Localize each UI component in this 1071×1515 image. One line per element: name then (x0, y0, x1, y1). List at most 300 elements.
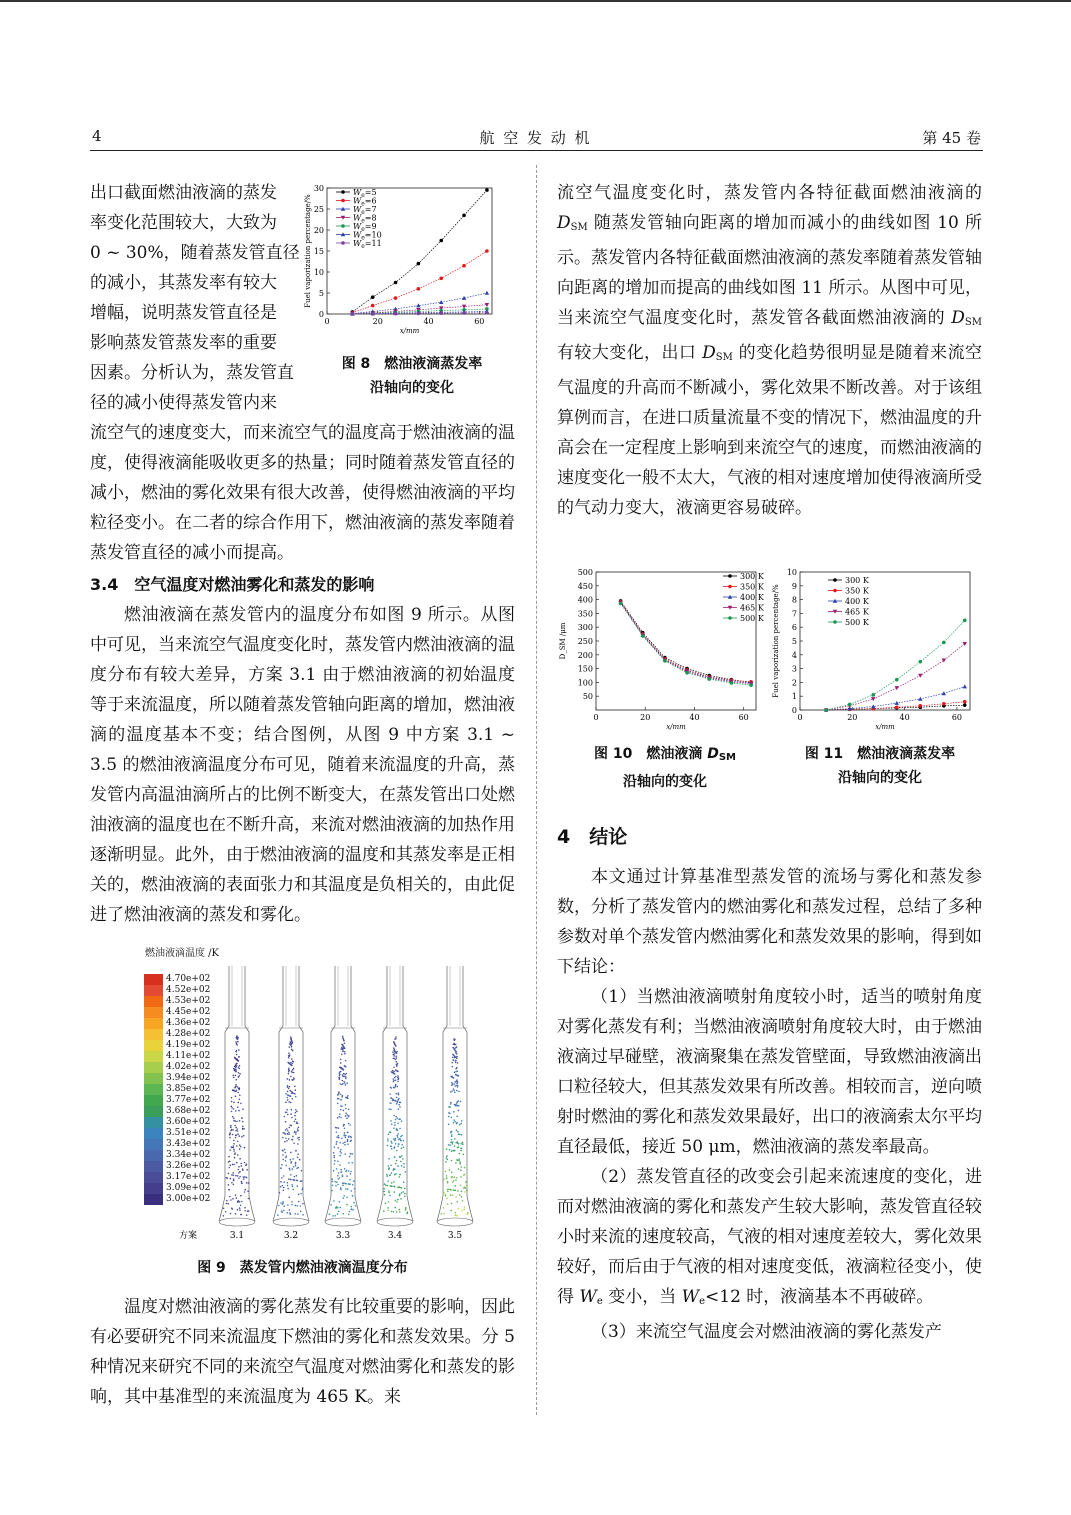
droplet (237, 1154, 239, 1156)
droplet (466, 1184, 468, 1186)
droplet (231, 1101, 233, 1103)
droplet (288, 1067, 290, 1069)
droplet (405, 1209, 407, 1211)
droplet (342, 1143, 344, 1145)
droplet (387, 1207, 389, 1209)
droplet (459, 1153, 461, 1155)
droplet (336, 1206, 338, 1208)
droplet (233, 1174, 235, 1176)
plot-frame (596, 572, 756, 710)
droplet (286, 1109, 288, 1111)
figure-11-chart (768, 566, 983, 741)
data-point (918, 674, 922, 678)
droplet (462, 1142, 464, 1144)
droplet (334, 1181, 336, 1183)
y-axis-label: Fuel vaporization percentage/% (304, 194, 312, 308)
droplet (289, 1090, 291, 1092)
droplet (239, 1144, 241, 1146)
droplet (285, 1101, 287, 1103)
right-body-2 (557, 822, 982, 1347)
droplet (295, 1205, 297, 1207)
droplet (451, 1139, 453, 1141)
droplet (354, 1188, 356, 1190)
droplet (453, 1180, 455, 1182)
droplet (400, 1136, 402, 1138)
droplet (401, 1144, 403, 1146)
droplet (238, 1060, 240, 1062)
colorbar-label: 4.52e+02 (166, 985, 211, 995)
droplet (244, 1147, 246, 1149)
droplet (348, 1109, 350, 1111)
droplet (447, 1182, 449, 1184)
y-tick-label: 0 (791, 706, 797, 715)
colorbar-swatch (144, 1183, 163, 1194)
section-4-heading: 4 结论 (557, 826, 628, 848)
droplet (239, 1099, 241, 1101)
droplet (341, 1044, 343, 1046)
droplet (234, 1091, 236, 1093)
droplet (344, 1128, 346, 1130)
droplet (229, 1161, 231, 1163)
droplet (464, 1167, 466, 1169)
droplet (290, 1113, 292, 1115)
droplet (342, 1050, 344, 1052)
droplet (389, 1185, 391, 1187)
droplet (458, 1208, 460, 1210)
droplet (388, 1165, 390, 1167)
droplet (341, 1049, 343, 1051)
droplet (461, 1120, 463, 1122)
droplet (400, 1198, 402, 1200)
droplet (454, 1072, 456, 1074)
droplet (340, 1083, 342, 1085)
droplet (339, 1164, 341, 1166)
droplet (397, 1081, 399, 1083)
droplet (343, 1182, 345, 1184)
droplet (453, 1090, 455, 1092)
droplet (345, 1074, 347, 1076)
droplet (394, 1168, 396, 1170)
series-line (352, 251, 487, 313)
droplet (236, 1145, 238, 1147)
x-tick-label: 60 (474, 317, 485, 326)
droplet (462, 1143, 464, 1145)
droplet (394, 1207, 396, 1209)
droplet (242, 1121, 244, 1123)
volume-label: 第 45 卷 (922, 129, 981, 147)
droplet (241, 1117, 243, 1119)
droplet (401, 1147, 403, 1149)
droplet (448, 1112, 450, 1114)
droplet (287, 1099, 289, 1101)
droplet (340, 1062, 342, 1064)
droplet (291, 1125, 293, 1127)
droplet (457, 1131, 459, 1133)
droplet (458, 1110, 460, 1112)
droplet (288, 1055, 290, 1057)
droplet (347, 1139, 349, 1141)
droplet (387, 1145, 389, 1147)
scheme-number: 3.2 (283, 1231, 299, 1241)
droplet (346, 1204, 348, 1206)
data-point (462, 264, 466, 268)
droplet (343, 1040, 345, 1042)
x-tick-label: 40 (899, 713, 910, 722)
left-body-1 (90, 418, 515, 930)
y-tick-label: 50 (582, 692, 593, 702)
droplet (403, 1191, 405, 1193)
y-tick-label: 5 (791, 637, 797, 646)
droplet (448, 1189, 450, 1191)
x-tick-label: 40 (689, 713, 700, 722)
droplet (340, 1117, 342, 1119)
droplet (231, 1174, 233, 1176)
droplet (291, 1065, 293, 1067)
droplet (355, 1205, 357, 1207)
y-tick-label: 100 (577, 678, 593, 688)
paragraph: （1）当燃油液滴喷射角度较小时，适当的喷射角度对雾化蒸发有利；当燃油液滴喷射角度较大时，由于燃油液滴过早碰壁，液滴聚集在蒸发管壁面，导致燃油液滴出口粒径较大，但其蒸发效果有所改善。相较而言，逆向喷射时燃油的雾化和蒸发效果最好，出口的液滴索太尔平均直径最低，接近 50 μm，燃油液滴的蒸发率最高。 (557, 987, 982, 1157)
droplet (394, 1140, 396, 1142)
droplet (344, 1168, 346, 1170)
droplet (233, 1150, 235, 1152)
droplet (243, 1128, 245, 1130)
droplet (280, 1181, 282, 1183)
droplet (235, 1071, 237, 1073)
droplet (300, 1211, 302, 1213)
droplet (463, 1209, 465, 1211)
droplet (235, 1120, 237, 1122)
data-point (663, 659, 667, 663)
droplet (233, 1184, 235, 1186)
data-point (749, 683, 753, 687)
colorbar-swatch (144, 1117, 163, 1128)
droplet (344, 1082, 346, 1084)
droplet (341, 1054, 343, 1056)
droplet (396, 1053, 398, 1055)
droplet (291, 1184, 293, 1186)
data-point (895, 705, 899, 709)
droplet (238, 1166, 240, 1168)
droplet (454, 1044, 456, 1046)
droplet (346, 1114, 348, 1116)
droplet (395, 1036, 397, 1038)
droplet (234, 1066, 236, 1068)
droplet (288, 1101, 290, 1103)
colorbar-level (144, 1128, 210, 1139)
data-point (341, 241, 345, 245)
droplet (396, 1201, 398, 1203)
droplet (343, 1125, 345, 1127)
droplet (454, 1190, 456, 1192)
droplet (458, 1143, 460, 1145)
droplet (450, 1132, 452, 1134)
droplet (340, 1151, 342, 1153)
droplet (289, 1212, 291, 1214)
droplet (450, 1210, 452, 1212)
droplet (455, 1085, 457, 1087)
droplet (330, 1204, 332, 1206)
colorbar-swatch (144, 1029, 163, 1040)
legend-label: 500 K (740, 614, 764, 623)
droplet (235, 1096, 237, 1098)
droplet (456, 1083, 458, 1085)
droplet (286, 1128, 288, 1130)
droplet (246, 1182, 248, 1184)
colorbar-label: 3.60e+02 (166, 1117, 211, 1127)
legend-label: 300 K (740, 572, 764, 581)
droplet (451, 1172, 453, 1174)
droplet (399, 1174, 401, 1176)
droplet (398, 1187, 400, 1189)
droplet (454, 1138, 456, 1140)
data-point (485, 291, 489, 295)
droplet (343, 1069, 345, 1071)
data-point (919, 704, 923, 708)
droplet (283, 1190, 285, 1192)
droplet (247, 1191, 249, 1193)
droplet (288, 1132, 290, 1134)
droplet (456, 1090, 458, 1092)
colorbar-level (144, 1106, 210, 1117)
colorbar-swatch (144, 1128, 163, 1139)
data-point (833, 578, 837, 582)
colorbar-level (144, 1183, 210, 1194)
droplet (302, 1187, 304, 1189)
droplet (395, 1119, 397, 1121)
droplet (450, 1091, 452, 1093)
droplet (288, 1134, 290, 1136)
y-tick-label: 7 (791, 609, 797, 619)
droplet (291, 1109, 293, 1111)
droplet (283, 1187, 285, 1189)
droplet (237, 1038, 239, 1040)
droplet (458, 1146, 460, 1148)
legend-label: $W_e=6$ (353, 196, 377, 208)
data-point (833, 589, 837, 593)
droplet (404, 1193, 406, 1195)
droplet (464, 1206, 466, 1208)
droplet (461, 1191, 463, 1193)
data-point (728, 585, 732, 589)
droplet (280, 1186, 282, 1188)
droplet (461, 1134, 463, 1136)
colorbar-level (144, 1117, 210, 1128)
droplet (241, 1201, 243, 1203)
droplet (449, 1149, 451, 1151)
droplet (341, 1096, 343, 1098)
droplet (289, 1043, 291, 1045)
legend-label: 400 K (845, 597, 869, 606)
colorbar-label: 4.28e+02 (166, 1029, 211, 1039)
droplet (392, 1051, 394, 1053)
droplet (285, 1093, 287, 1095)
figure-11-caption-line2: 沿轴向的变化 (838, 770, 922, 786)
droplet (345, 1115, 347, 1117)
droplet (389, 1108, 391, 1110)
droplet (384, 1194, 386, 1196)
droplet (339, 1113, 341, 1115)
droplet (244, 1210, 246, 1212)
droplet (397, 1136, 399, 1138)
droplet (451, 1062, 453, 1064)
figure-9-caption: 图 9 蒸发管内燃油液滴温度分布 (197, 1260, 408, 1276)
droplet (391, 1182, 393, 1184)
droplet (396, 1135, 398, 1137)
droplet (241, 1165, 243, 1167)
droplet (394, 1156, 396, 1158)
droplet (246, 1214, 248, 1216)
droplet (452, 1182, 454, 1184)
colorbar-label: 4.11e+02 (166, 1051, 211, 1061)
data-point (485, 188, 489, 192)
droplet (334, 1215, 336, 1217)
droplet (231, 1129, 233, 1131)
droplet (451, 1177, 453, 1179)
droplet (237, 1106, 239, 1108)
droplet (457, 1086, 459, 1088)
droplet (233, 1178, 235, 1180)
droplet (443, 1192, 445, 1194)
droplet (296, 1111, 298, 1113)
droplet (231, 1207, 233, 1209)
droplet (353, 1202, 355, 1204)
droplet (288, 1197, 290, 1199)
colorbar-label: 3.85e+02 (166, 1084, 211, 1094)
droplet (294, 1115, 296, 1117)
droplet (459, 1194, 461, 1196)
droplet (226, 1203, 228, 1205)
data-point (963, 642, 967, 646)
droplet (237, 1130, 239, 1132)
droplet (293, 1166, 295, 1168)
droplet (339, 1207, 341, 1209)
droplet (443, 1207, 445, 1209)
droplet (295, 1165, 297, 1167)
droplet (287, 1133, 289, 1135)
droplet (343, 1073, 345, 1075)
droplet (394, 1186, 396, 1188)
droplet (394, 1146, 396, 1148)
droplet (395, 1076, 397, 1078)
droplet (292, 1069, 294, 1071)
droplet (292, 1139, 294, 1141)
droplet (291, 1038, 293, 1040)
droplet (390, 1109, 392, 1111)
droplet (343, 1135, 345, 1137)
droplet (394, 1124, 396, 1126)
droplet (289, 1209, 291, 1211)
droplet (403, 1181, 405, 1183)
droplet (286, 1140, 288, 1142)
colorbar-level (144, 985, 210, 996)
droplet (455, 1185, 457, 1187)
droplet (390, 1132, 392, 1134)
droplet (226, 1200, 228, 1202)
droplet (239, 1065, 241, 1067)
droplet (464, 1186, 466, 1188)
droplet (346, 1097, 348, 1099)
droplet (340, 1109, 342, 1111)
droplet (399, 1128, 401, 1130)
droplet (241, 1181, 243, 1183)
droplet (231, 1146, 233, 1148)
droplet (404, 1188, 406, 1190)
legend-label: 400 K (740, 593, 764, 602)
y-tick-label: 6 (791, 623, 797, 633)
droplet (352, 1209, 354, 1211)
droplet (290, 1152, 292, 1154)
droplet (241, 1214, 243, 1216)
colorbar-swatch (144, 1051, 163, 1062)
droplet (396, 1150, 398, 1152)
y-tick-label: 8 (791, 595, 797, 605)
figure-11-caption (775, 742, 985, 790)
droplet (391, 1185, 393, 1187)
scheme-number: 3.5 (447, 1231, 463, 1241)
colorbar-swatch (144, 1073, 163, 1084)
droplet (292, 1136, 294, 1138)
droplet (456, 1058, 458, 1060)
data-point (371, 295, 375, 299)
droplet (401, 1192, 403, 1194)
droplet (297, 1143, 299, 1145)
colorbar-level (144, 1073, 210, 1084)
droplet (391, 1141, 393, 1143)
colorbar-swatch (144, 1194, 163, 1205)
droplet (397, 1133, 399, 1135)
droplet (239, 1207, 241, 1209)
droplet (238, 1049, 240, 1051)
data-point (833, 620, 837, 624)
droplet (287, 1078, 289, 1080)
droplet (349, 1156, 351, 1158)
droplet (344, 1144, 346, 1146)
legend-label: $W_e=11$ (353, 239, 382, 250)
droplet (290, 1179, 292, 1181)
droplet (302, 1214, 304, 1216)
droplet (287, 1185, 289, 1187)
colorbar-level (144, 1172, 210, 1183)
droplet (348, 1183, 350, 1185)
droplet (398, 1099, 400, 1101)
droplet (390, 1120, 392, 1122)
droplet (344, 1132, 346, 1134)
droplet (467, 1213, 469, 1215)
droplet (235, 1051, 237, 1053)
droplet (290, 1102, 292, 1104)
droplet (463, 1154, 465, 1156)
colorbar-swatch (144, 1007, 163, 1018)
data-point (417, 287, 421, 291)
droplet (234, 1087, 236, 1089)
droplet (246, 1169, 248, 1171)
colorbar-label: 4.70e+02 (166, 974, 211, 984)
droplet (341, 1138, 343, 1140)
droplet (242, 1126, 244, 1128)
droplet (339, 1201, 341, 1203)
droplet (391, 1172, 393, 1174)
droplet (229, 1132, 231, 1134)
droplet (287, 1188, 289, 1190)
droplet (340, 1094, 342, 1096)
droplet (295, 1131, 297, 1133)
droplet (338, 1137, 340, 1139)
droplet (228, 1203, 230, 1205)
droplet (238, 1178, 240, 1180)
paragraph: 流空气的速度变大，而来流空气的温度高于燃油液滴的温度，使得液滴能吸收更多的热量；同时随着蒸发管直径的减小，燃油的雾化效果有很大改善，使得燃油液滴的平均粒径变小。在二者的综合作用下，燃油液滴的蒸发率随着蒸发管直径的减小而提高。 (90, 423, 515, 563)
droplet (244, 1191, 246, 1193)
droplet (226, 1177, 228, 1179)
